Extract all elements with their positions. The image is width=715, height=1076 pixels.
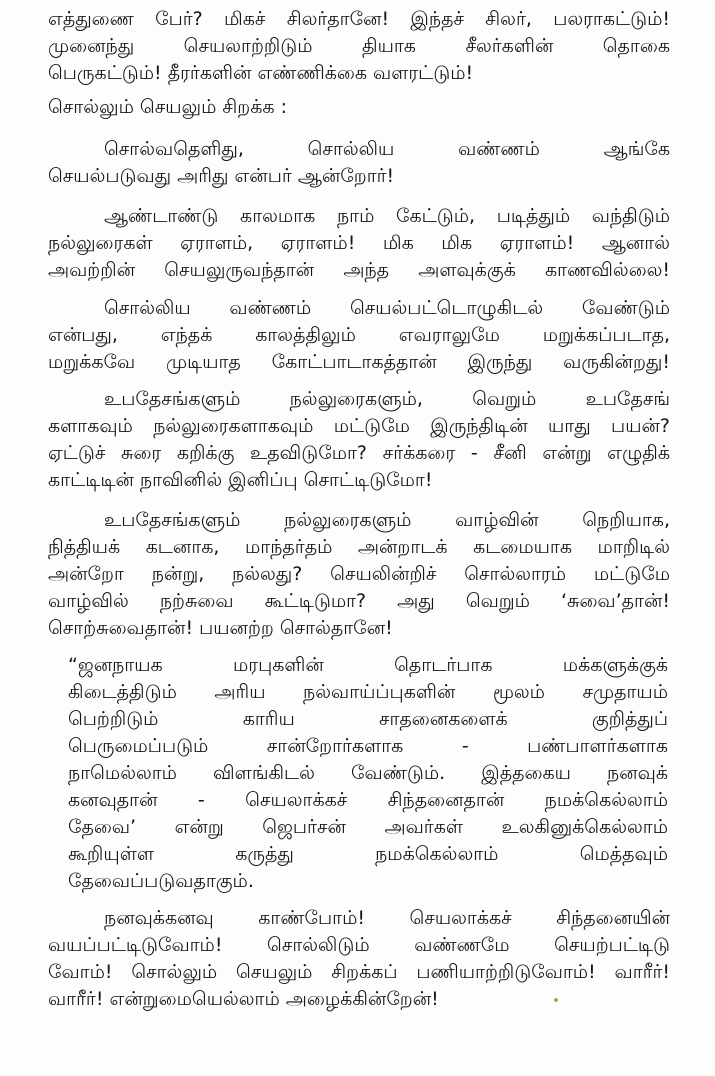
quote-line: தேவைப்படுவதாகும். bbox=[68, 870, 254, 892]
text-line: களாகவும் நல்லுரைகளாகவும் மட்டுமே இருந்திடின் யாது பயன்? bbox=[48, 415, 670, 437]
heading-text: சொல்லும் செயலும் சிறக்க : bbox=[48, 96, 287, 118]
paragraph bbox=[48, 136, 670, 190]
quote-line: நாமெல்லாம் விளங்கிடல் வேண்டும். இத்தகைய நனவுக் bbox=[68, 762, 668, 784]
text-line: உபதேசங்களும் நல்லுரைகளும் வாழ்வின் நெறியாக, bbox=[104, 509, 670, 531]
paragraph bbox=[48, 203, 670, 284]
paragraph-closing bbox=[48, 905, 670, 1013]
section-heading bbox=[48, 94, 670, 121]
text-line: வோம்! சொல்லும் செயலும் சிறக்கப் பணியாற்றிடுவோம்! வாரீர்! bbox=[48, 961, 670, 983]
quotation-block bbox=[68, 652, 668, 895]
text-line: உபதேசங்களும் நல்லுரைகளும், வெறும் உபதேசங் bbox=[104, 388, 670, 410]
paragraph bbox=[48, 295, 670, 376]
text-line: ஏட்டுச் சுரை கறிக்கு உதவிடுமோ? சர்க்கரை - சீனி என்று எழுதிக் bbox=[48, 442, 670, 464]
text-line: எத்துணை பேர்? மிகச் சிலர்தானே! இந்தச் சிலர், பலராகட்டும்! bbox=[48, 8, 670, 30]
text-line: செயல்படுவது அரிது என்பர் ஆன்றோர்! bbox=[48, 165, 395, 187]
quote-line: “ஜனநாயக மரபுகளின் தொடர்பாக மக்களுக்குக் bbox=[68, 654, 668, 676]
quote-line: பெருமைப்படும் சான்றோர்களாக - பண்பாளர்களாக bbox=[68, 735, 668, 757]
text-line: அவற்றின் செயலுருவந்தான் அந்த அளவுக்குக் காணவில்லை! bbox=[48, 259, 670, 281]
text-line: சொற்சுவைதான்! பயனற்ற சொல்தானே! bbox=[48, 617, 393, 639]
paragraph bbox=[48, 386, 670, 494]
text-line: நல்லுரைகள் ஏராளம், ஏராளம்! மிக மிக ஏராளம்! ஆனால் bbox=[48, 232, 670, 254]
text-line: சொல்வதெளிது, சொல்லிய வண்ணம் ஆங்கே bbox=[104, 138, 670, 160]
text-line: நித்தியக் கடனாக, மாந்தர்தம் அன்றாடக் கடமையாக மாறிடில் bbox=[48, 536, 670, 558]
text-line: காட்டிடின் நாவினில் இனிப்பு சொட்டிடுமோ! bbox=[48, 469, 433, 491]
text-line: என்பது, எந்தக் காலத்திலும் எவராலுமே மறுக்கப்படாத, bbox=[48, 324, 670, 346]
quote-line: கனவுதான் - செயலாக்கச் சிந்தனைதான் நமக்கெல்லாம் bbox=[68, 789, 668, 811]
quote-line: பெற்றிடும் காரிய சாதனைகளைக் குறித்துப் bbox=[68, 708, 668, 730]
paragraph-opening bbox=[48, 6, 670, 87]
text-line: வாரீர்! என்றுமையெல்லாம் அழைக்கின்றேன்! bbox=[48, 988, 439, 1010]
text-line: ஆண்டாண்டு காலமாக நாம் கேட்டும், படித்தும் வந்திடும் bbox=[104, 205, 670, 227]
text-line: மறுக்கவே முடியாத கோட்பாடாகத்தான் இருந்து வருகின்றது! bbox=[48, 351, 670, 373]
text-line: பெருகட்டும்! தீரர்களின் எண்ணிக்கை வளரட்டும்! bbox=[48, 62, 474, 84]
text-line: அன்றோ நன்று, நல்லது? செயலின்றிச் சொல்லாரம் மட்டுமே bbox=[48, 563, 670, 585]
text-line: முனைந்து செயலாற்றிடும் தியாக சீலர்களின் தொகை bbox=[48, 35, 670, 57]
quote-line: கிடைத்திடும் அரிய நல்வாய்ப்புகளின் மூலம் சமுதாயம் bbox=[68, 681, 668, 703]
scan-speck bbox=[554, 998, 558, 1002]
quote-line: கூறியுள்ள கருத்து நமக்கெல்லாம் மெத்தவும் bbox=[68, 843, 668, 865]
quote-line: தேவை’ என்று ஜெபர்சன் அவர்கள் உலகினுக்கெல்லாம் bbox=[68, 816, 668, 838]
text-line: நனவுக்கனவு காண்போம்! செயலாக்கச் சிந்தனையின் bbox=[104, 907, 670, 929]
text-line: வயப்பட்டிடுவோம்! சொல்லிடும் வண்ணமே செயற்பட்டிடு bbox=[48, 934, 670, 956]
text-line: சொல்லிய வண்ணம் செயல்பட்டொழுகிடல் வேண்டும் bbox=[104, 297, 670, 319]
text-line: வாழ்வில் நற்சுவை கூட்டிடுமா? அது வெறும் ‘சுவை’தான்! bbox=[48, 590, 670, 612]
paragraph bbox=[48, 507, 670, 642]
